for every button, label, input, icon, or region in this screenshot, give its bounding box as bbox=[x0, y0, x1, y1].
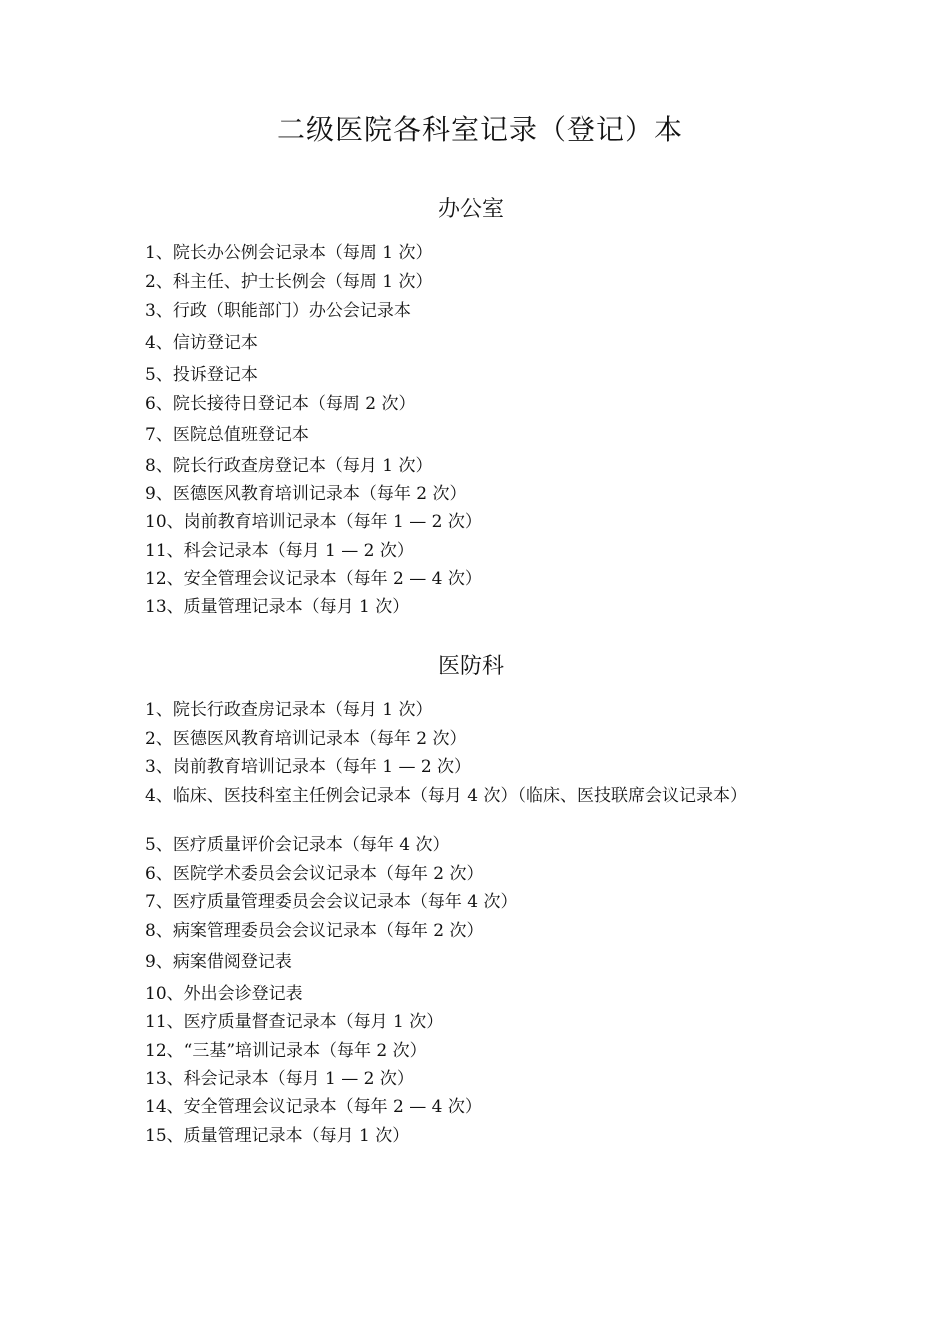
list-item: 10、外出会诊登记表 bbox=[145, 984, 303, 1004]
list-item: 4、信访登记本 bbox=[145, 333, 258, 353]
list-item: 12、“三基”培训记录本（每年 2 次） bbox=[145, 1041, 427, 1061]
list-item: 9、医德医风教育培训记录本（每年 2 次） bbox=[145, 484, 467, 504]
list-item: 15、质量管理记录本（每月 1 次） bbox=[145, 1126, 410, 1146]
list-item: 13、质量管理记录本（每月 1 次） bbox=[145, 597, 410, 617]
list-item: 3、行政（职能部门）办公会记录本 bbox=[145, 301, 411, 321]
list-item: 7、医疗质量管理委员会会议记录本（每年 4 次） bbox=[145, 892, 518, 912]
list-item: 6、医院学术委员会会议记录本（每年 2 次） bbox=[145, 864, 484, 884]
section-title-medical-prevention: 医防科 bbox=[437, 654, 504, 679]
list-item: 5、医疗质量评价会记录本（每年 4 次） bbox=[145, 835, 450, 855]
list-item: 11、医疗质量督查记录本（每月 1 次） bbox=[145, 1012, 444, 1032]
list-item: 2、医德医风教育培训记录本（每年 2 次） bbox=[145, 729, 467, 749]
list-item: 11、科会记录本（每月 1 — 2 次） bbox=[145, 541, 414, 561]
list-item: 1、院长行政查房记录本（每月 1 次） bbox=[145, 700, 433, 720]
list-item: 3、岗前教育培训记录本（每年 1 — 2 次） bbox=[145, 757, 472, 777]
list-item: 8、病案管理委员会会议记录本（每年 2 次） bbox=[145, 921, 484, 941]
list-item: 6、院长接待日登记本（每周 2 次） bbox=[145, 394, 416, 414]
list-item: 7、医院总值班登记本 bbox=[145, 425, 309, 445]
list-item: 12、安全管理会议记录本（每年 2 — 4 次） bbox=[145, 569, 482, 589]
document-title: 二级医院各科室记录（登记）本 bbox=[276, 113, 683, 146]
list-item: 13、科会记录本（每月 1 — 2 次） bbox=[145, 1069, 414, 1089]
list-item: 2、科主任、护士长例会（每周 1 次） bbox=[145, 272, 433, 292]
list-item: 4、临床、医技科室主任例会记录本（每月 4 次）（临床、医技联席会议记录本） bbox=[145, 786, 747, 806]
list-item: 14、安全管理会议记录本（每年 2 — 4 次） bbox=[145, 1097, 482, 1117]
section-title-office: 办公室 bbox=[437, 197, 504, 222]
list-item: 5、投诉登记本 bbox=[145, 365, 258, 385]
list-item: 8、院长行政查房登记本（每月 1 次） bbox=[145, 456, 433, 476]
list-item: 9、病案借阅登记表 bbox=[145, 952, 292, 972]
list-item: 1、院长办公例会记录本（每周 1 次） bbox=[145, 243, 433, 263]
list-item: 10、岗前教育培训记录本（每年 1 — 2 次） bbox=[145, 512, 482, 532]
